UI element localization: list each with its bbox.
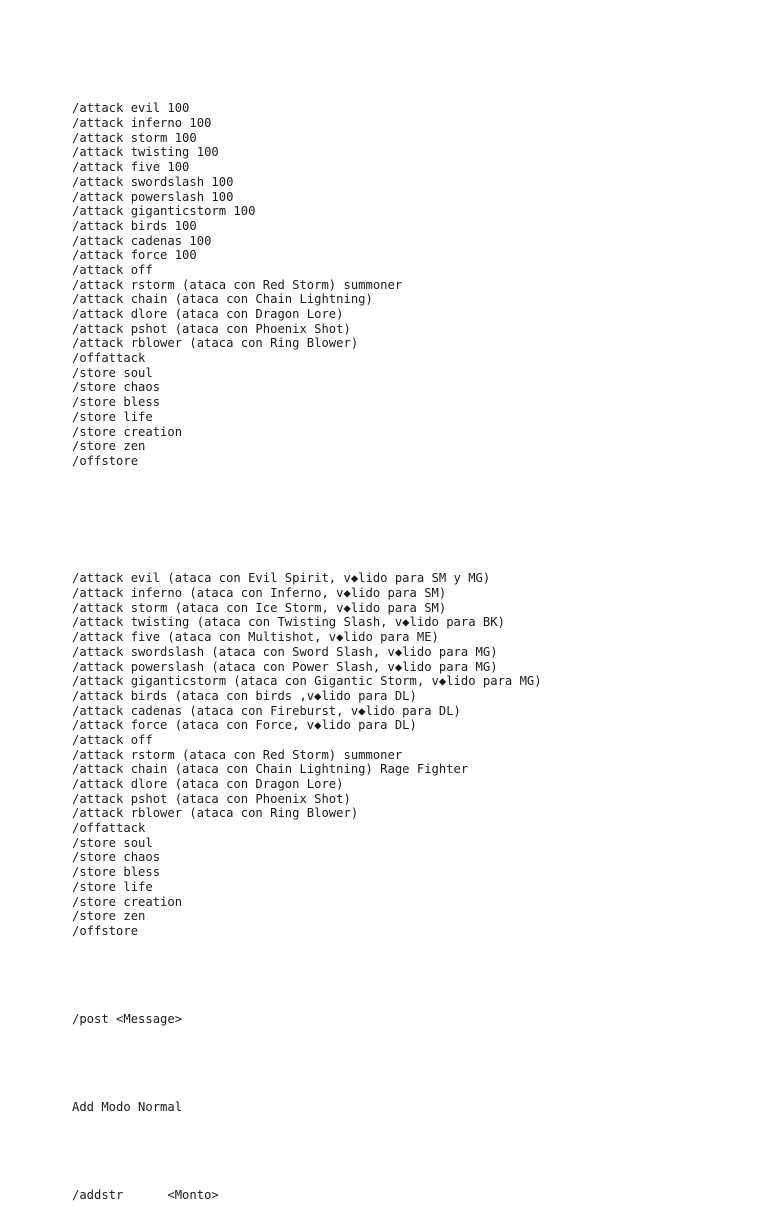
command-line: /offattack xyxy=(72,351,146,366)
command-line: /offstore xyxy=(72,923,139,938)
command-line: /offattack xyxy=(72,821,146,836)
command-line: /attack birds 100 xyxy=(72,218,197,233)
command-line: /store zen xyxy=(72,439,146,454)
command-line: /store zen xyxy=(72,909,146,924)
command-line: /attack inferno (ataca con Inferno, v◆lido para SM) xyxy=(72,586,447,601)
command-line: /attack giganticstorm (ataca con Gigantic Storm, v◆lido para MG) xyxy=(72,674,542,689)
command-line: /attack inferno 100 xyxy=(72,116,212,131)
command-list-short xyxy=(72,101,752,468)
mode-line: Add Modo Normal xyxy=(72,1099,183,1114)
command-line: /store soul xyxy=(72,835,153,850)
post-command-line: /post <Message> xyxy=(72,1011,183,1026)
command-line: /attack chain (ataca con Chain Lightning) xyxy=(72,292,373,307)
command-line: /attack evil (ataca con Evil Spirit, v◆lido para SM y MG) xyxy=(72,571,491,586)
command-line: /store creation xyxy=(72,894,183,909)
command-line: /store life xyxy=(72,879,153,894)
command-line: /store bless xyxy=(72,395,161,410)
command-line: /attack off xyxy=(72,732,153,747)
command-line: /attack storm (ataca con Ice Storm, v◆lido para SM) xyxy=(72,600,447,615)
command-line: /attack force 100 xyxy=(72,248,197,263)
command-line: /attack birds (ataca con birds ,v◆lido para DL) xyxy=(72,688,417,703)
command-line: /store chaos xyxy=(72,850,161,865)
command-line: /attack twisting (ataca con Twisting Slash, v◆lido para BK) xyxy=(72,615,505,630)
command-line: /attack rstorm (ataca con Red Storm) summoner xyxy=(72,747,403,762)
command-line: /offstore xyxy=(72,453,139,468)
command-line: /attack powerslash 100 xyxy=(72,189,234,204)
command-line: /attack dlore (ataca con Dragon Lore) xyxy=(72,307,344,322)
command-list-detailed xyxy=(72,571,752,938)
command-line: /store life xyxy=(72,409,153,424)
command-line: /attack giganticstorm 100 xyxy=(72,204,256,219)
command-line: /attack five (ataca con Multishot, v◆lido para ME) xyxy=(72,630,439,645)
spacer xyxy=(72,968,752,983)
command-line: /attack chain (ataca con Chain Lightning) Rage Fighter xyxy=(72,762,469,777)
command-line: /attack powerslash (ataca con Power Slash, v◆lido para MG) xyxy=(72,659,498,674)
command-line: /attack swordslash 100 xyxy=(72,174,234,189)
command-line: /attack dlore (ataca con Dragon Lore) xyxy=(72,777,344,792)
command-line: /attack storm 100 xyxy=(72,130,197,145)
spacer xyxy=(72,1056,752,1071)
spacer xyxy=(72,498,752,542)
command-line: /attack evil 100 xyxy=(72,101,190,116)
command-line: /attack pshot (ataca con Phoenix Shot) xyxy=(72,791,351,806)
document-page xyxy=(72,72,752,1217)
command-line: /store bless xyxy=(72,865,161,880)
command-line: /attack swordslash (ataca con Sword Slash, v◆lido para MG) xyxy=(72,644,498,659)
command-line: /attack twisting 100 xyxy=(72,145,219,160)
command-line: /attack five 100 xyxy=(72,160,190,175)
spacer xyxy=(72,1144,752,1159)
command-line: /attack rstorm (ataca con Red Storm) summoner xyxy=(72,277,403,292)
command-line: /attack rblower (ataca con Ring Blower) xyxy=(72,336,359,351)
addstr-command-line: /addstr <Monto> xyxy=(72,1187,219,1202)
command-line: /store soul xyxy=(72,365,153,380)
command-line: /attack force (ataca con Force, v◆lido para DL) xyxy=(72,718,417,733)
command-line: /store chaos xyxy=(72,380,161,395)
command-line: /attack rblower (ataca con Ring Blower) xyxy=(72,806,359,821)
command-line: /attack cadenas 100 xyxy=(72,233,212,248)
command-line: /attack cadenas (ataca con Fireburst, v◆lido para DL) xyxy=(72,703,461,718)
command-line: /attack off xyxy=(72,262,153,277)
command-line: /store creation xyxy=(72,424,183,439)
command-line: /attack pshot (ataca con Phoenix Shot) xyxy=(72,321,351,336)
